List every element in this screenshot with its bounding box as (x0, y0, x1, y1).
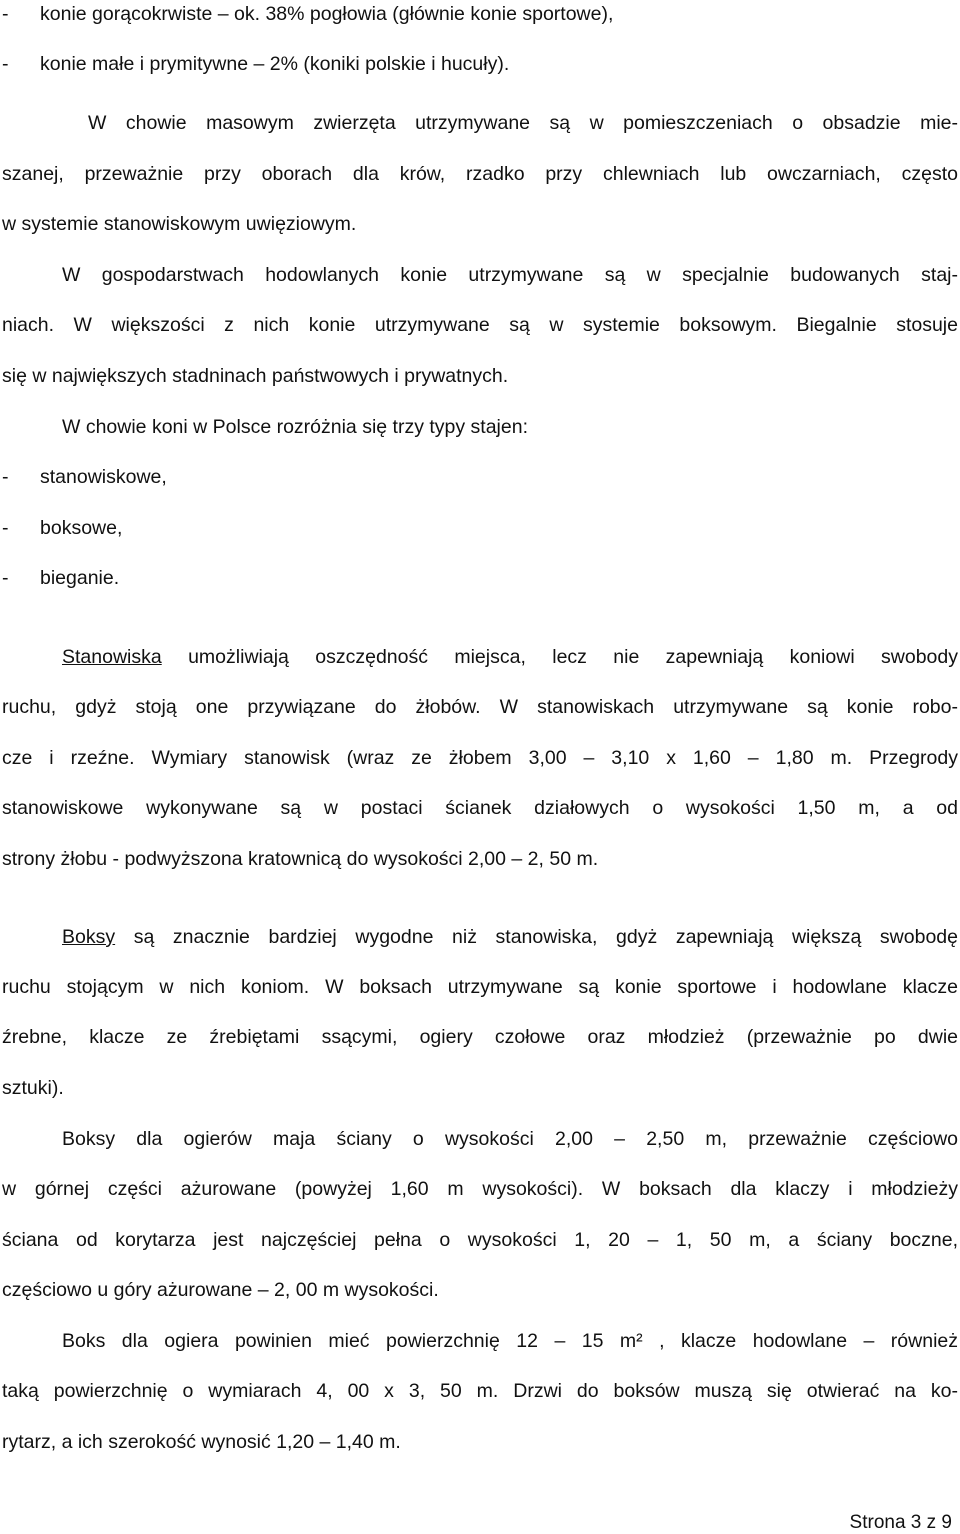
paragraph-line (2, 925, 958, 949)
paragraph-line: stanowiskowe wykonywane są w postaci ścianek działowych o wysokości 1,50 m, a od (2, 797, 958, 819)
list-dash: - (2, 567, 9, 589)
list-item-text: boksowe, (40, 517, 123, 539)
list-item (2, 516, 958, 540)
paragraph-line: niach. W większości z nich konie utrzymywane są w systemie boksowym. Biegalnie stosuje (2, 314, 958, 336)
paragraph-line (2, 111, 958, 135)
term-stanowiska: Stanowiska (62, 646, 162, 668)
list-dash: - (2, 517, 9, 539)
paragraph-line (2, 263, 958, 287)
list-item-text: bieganie. (40, 567, 120, 589)
paragraph-line: w systemie stanowiskowym uwięziowym. (2, 213, 357, 235)
paragraph-text: Boks dla ogiera powinien mieć powierzchnię 12 – 15 m² , klacze hodowlane – również (62, 1330, 958, 1352)
paragraph-line: sztuki). (2, 1077, 64, 1099)
paragraph-line: się w największych stadninach państwowych i prywatnych. (2, 365, 509, 387)
paragraph-line (2, 1127, 958, 1151)
paragraph-text: Boksy dla ogierów maja ściany o wysokości 2,00 – 2,50 m, przeważnie częściowo (62, 1128, 958, 1150)
paragraph-line: cze i rzeźne. Wymiary stanowisk (wraz ze żłobem 3,00 – 3,10 x 1,60 – 1,80 m. Przegrody (2, 747, 958, 769)
list-dash: - (2, 466, 9, 488)
paragraph-text: W gospodarstwach hodowlanych konie utrzymywane są w specjalnie budowanych staj- (62, 264, 958, 286)
paragraph-line: strony żłobu - podwyższona kratownicą do wysokości 2,00 – 2, 50 m. (2, 848, 599, 870)
paragraph-text: W chowie koni w Polsce rozróżnia się trzy typy stajen: (62, 416, 529, 438)
paragraph-line: częściowo u góry ażurowane – 2, 00 m wysokości. (2, 1279, 439, 1301)
paragraph-line: w górnej części ażurowane (powyżej 1,60 m wysokości). W boksach dla klaczy i młodzieży (2, 1178, 958, 1200)
list-dash: - (2, 53, 9, 75)
list-item (2, 566, 958, 590)
paragraph-line: ruchu stojącym w nich koniom. W boksach utrzymywane są konie sportowe i hodowlane klacze (2, 976, 958, 998)
list-item-text: konie małe i prymitywne – 2% (koniki polskie i hucuły). (40, 53, 510, 75)
list-dash: - (2, 3, 9, 25)
paragraph-line: rytarz, a ich szerokość wynosić 1,20 – 1,40 m. (2, 1431, 401, 1453)
paragraph-text: W chowie masowym zwierzęta utrzymywane są w pomieszczeniach o obsadzie mie- (88, 112, 958, 134)
list-item-text: stanowiskowe, (40, 466, 167, 488)
paragraph-line (2, 1329, 958, 1353)
paragraph-line: szanej, przeważnie przy oborach dla krów, rzadko przy chlewniach lub owczarniach, często (2, 163, 958, 185)
paragraph-line: ruchu, gdyż stoją one przywiązane do żłobów. W stanowiskach utrzymywane są konie robo- (2, 696, 958, 718)
list-item-text: konie gorącokrwiste – ok. 38% pogłowia (głównie konie sportowe), (40, 3, 614, 25)
paragraph-line: taką powierzchnię o wymiarach 4, 00 x 3, 50 m. Drzwi do boksów muszą się otwierać na ko- (2, 1380, 958, 1402)
list-item (2, 52, 958, 76)
paragraph-text: są znacznie bardziej wygodne niż stanowiska, gdyż zapewniają większą swobodę (115, 926, 958, 948)
paragraph-line (2, 645, 958, 669)
paragraph-text: umożliwiają oszczędność miejsca, lecz nie zapewniają koniowi swobody (161, 646, 958, 668)
term-boksy: Boksy (62, 926, 116, 948)
page-number: Strona 3 z 9 (849, 1512, 952, 1533)
list-item (2, 2, 958, 26)
list-item (2, 465, 958, 489)
paragraph-line (2, 415, 958, 439)
paragraph-line: ściana od korytarza jest najczęściej pełna o wysokości 1, 20 – 1, 50 m, a ściany boczne, (2, 1229, 958, 1251)
paragraph-line: źrebne, klacze ze źrebiętami ssącymi, ogiery czołowe oraz młodzież (przeważnie po dwie (2, 1026, 958, 1048)
